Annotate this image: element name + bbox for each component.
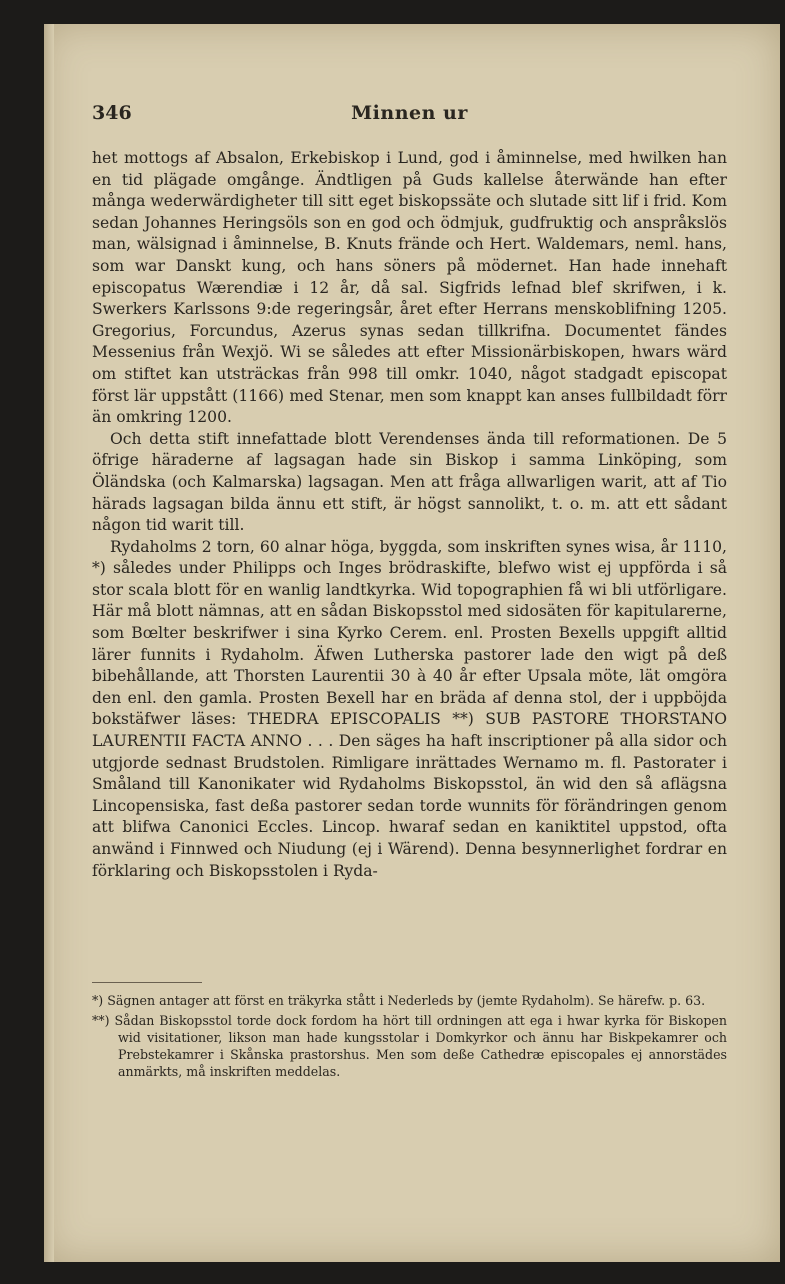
footnote-1: *) Sägnen antager att först en träkyrka stått i Nederleds by (jemte Rydaholm). Se härefw. p. 63. xyxy=(92,993,706,1008)
footnotes xyxy=(92,992,727,1083)
page-header xyxy=(92,102,727,132)
running-head: Minnen ur xyxy=(351,102,468,124)
main-text xyxy=(92,148,727,882)
paragraph-1: het mottogs af Absalon, Erkebiskop i Lund, god i åminnelse, med hwilken han en tid plägade omgånge. Ändtligen på Guds kallelse återwände han efter många wederwärdigheter till sitt eget biskopssäte och slutade sitt lif i frid. Kom sedan Johannes Heringsöls son en god och ödmjuk, gudfruktig och anspråkslös man, wälsignad i åminnelse, B. Knuts frände och Hert. Waldemars, neml. hans, som war Danskt kung, och hans söners på mödernet. Han hade innehaft episcopatus Wærendiæ i 12 år, då sal. Sigfrids lefnad blef skrifwen, i k. Swerkers Karlssons 9:de regeringsår, året efter Herrans menskoblifning 1205. Gregorius, Forcundus, Azerus synas sedan tillkrifna. Documentet fändes Messenius från Wexjö. Wi se således att efter Missionärbiskopen, hwars wärd om stiftet kan utsträckas från 998 till omkr. 1040, något stadgadt episcopat först lär uppstått (1166) med Stenar, men som knappt kan anses fullbildadt förr än omkring 1200. xyxy=(92,149,727,427)
page-number: 346 xyxy=(92,102,132,124)
paragraph-3: Rydaholms 2 torn, 60 alnar höga, byggda, som inskriften synes wisa, år 1110, *) således under Philipps och Inges brödraskifte, blefwo wist ej uppförda i så stor scala blott för en wanlig landtkyrka. Wid topographien få wi bli utförligare. Här må blott nämnas, att en sådan Biskopsstol med sidosäten för kapitularerne, som Bœlter beskrifwer i sina Kyrko Cerem. enl. Prosten Bexells uppgift alltid lärer funnits i Rydaholm. Äfwen Lutherska pastorer lade den wigt på deß bibehållande, att Thorsten Laurentii 30 à 40 år efter Upsala möte, lät omgöra den enl. den gamla. Prosten Bexell har en bräda af denna stol, der i uppböjda bokstäfwer läses: THEDRA EPISCOPALIS **) SUB PASTORE THORSTANO LAURENTII FACTA ANNO . . . Den säges ha haft inscriptioner på alla sidor och utgjorde sednast Brudstolen. Rimligare inrättades Wernamo m. fl. Pastorater i Småland till Kanonikater wid Rydaholms Biskopsstol, än wid den så aflägsna Lincopensiska, fast deßa pastorer sedan torde wunnits för förändringen genom att blifwa Canonici Eccles. Lincop. hwaraf sedan en kaniktitel uppstod, ofta anwänd i Finnwed och Niudung (ej i Wärend). Denna besynnerlighet fordrar en förklaring och Biskopsstolen i Ryda- xyxy=(92,537,727,880)
page-gutter-shadow xyxy=(44,24,54,1262)
footnote-divider xyxy=(92,982,202,983)
paragraph-2: Och detta stift innefattade blott Verendenses ända till reformationen. De 5 öfrige häraderne af lagsagan hade sin Biskop i samma Linköping, som Öländska (och Kalmarska) lagsagan. Men att fråga allwarligen warit, att af Tio härads lagsagan bilda ännu ett stift, är högst sannolikt, t. o. m. att ett sådant någon tid warit till. xyxy=(92,429,727,535)
footnote-2: **) Sådan Biskopsstol torde dock fordom ha hört till ordningen att ega i hwar kyrka för Biskopen wid visitationer, likson man hade kungsstolar i Domkyrkor och ännu har Biskpekamrer och Prebstekamrer i Skånska prastorshus. Men som deße Cathedræ episcopales ej annorstädes anmärkts, må inskriften meddelas. xyxy=(92,1013,727,1079)
